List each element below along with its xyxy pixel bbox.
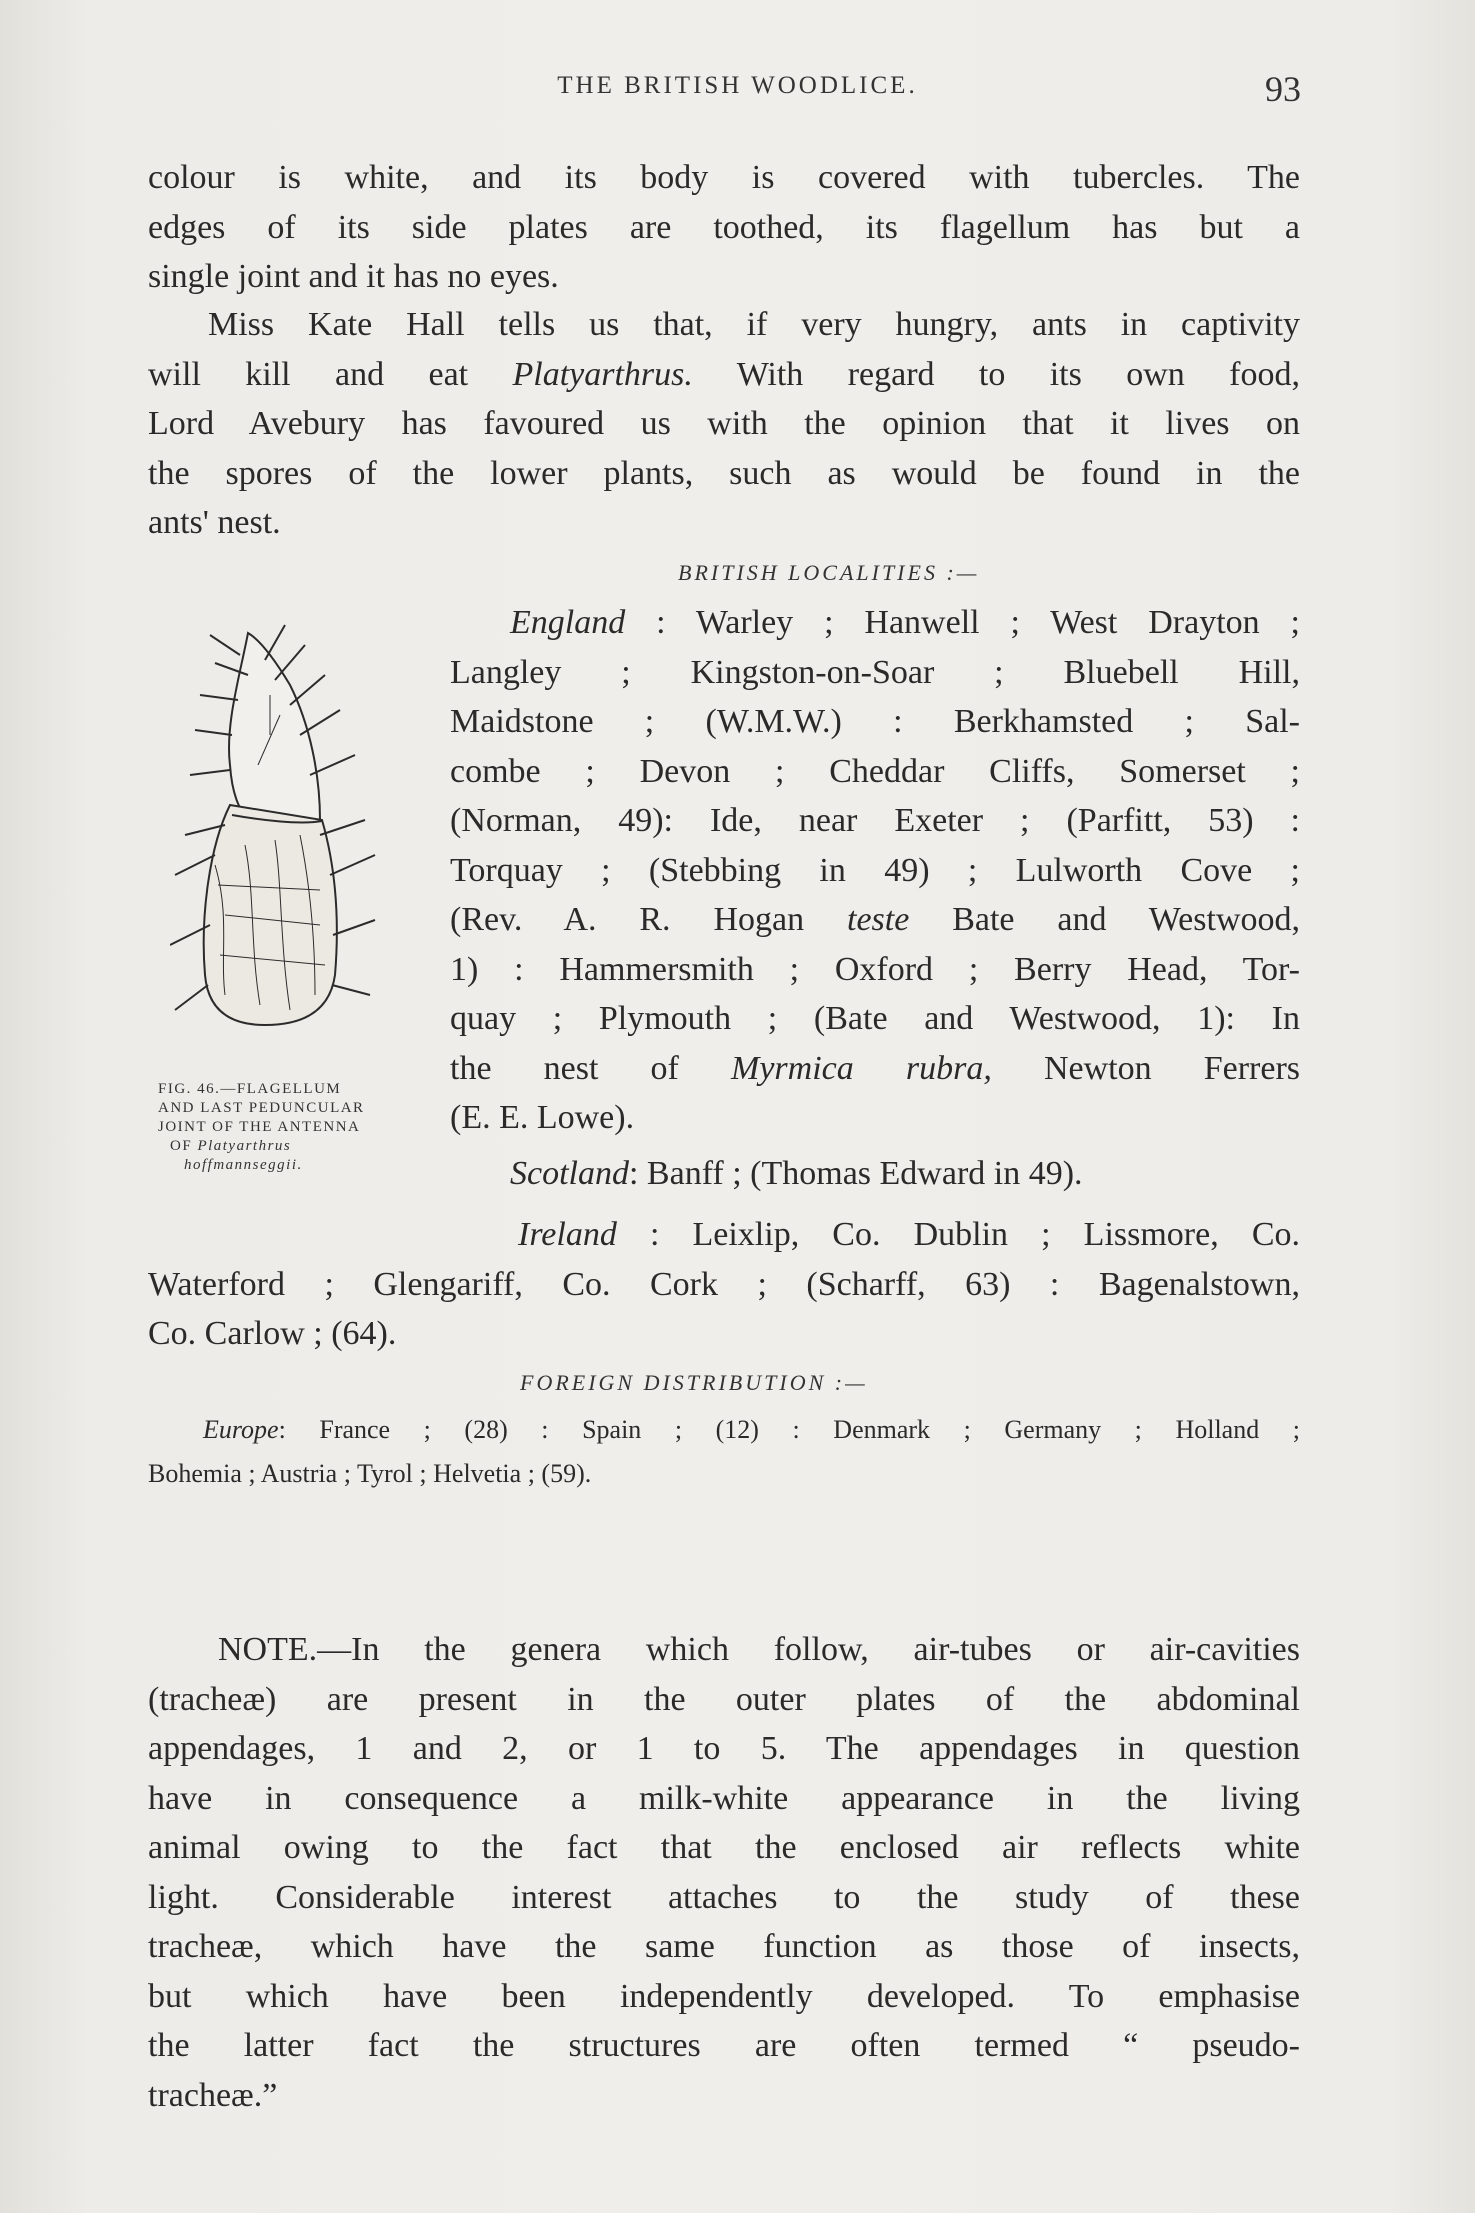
paragraph-2 (148, 300, 1300, 548)
text-line: Lord Avebury has favoured us with the opinion that it lives on (148, 405, 1300, 442)
text-run: Newton Ferrers (1043, 1049, 1301, 1087)
text-line: Co. Carlow ; (64). (148, 1315, 397, 1352)
text-line: (Norman, 49): Ide, near Exeter ; (Parfitt, 53) : (450, 802, 1300, 839)
text-line: Maidstone ; (W.M.W.) : Berkhamsted ; Sal- (450, 703, 1300, 740)
text-line: edges of its side plates are toothed, its flagellum has but a (148, 208, 1300, 246)
text-line: colour is white, and its body is covered with tubercles. The (148, 159, 1300, 196)
text-line: tracheæ.” (148, 2076, 278, 2114)
text-line: but which have been independently developed. To emphasise (148, 1977, 1300, 2015)
text-line: quay ; Plymouth ; (Bate and Westwood, 1): In (450, 1000, 1300, 1037)
antenna-illustration (170, 615, 400, 1045)
foreign-distribution (148, 1408, 1300, 1496)
genus-name: Platyarthrus (197, 1138, 292, 1154)
text-run: OF (170, 1138, 193, 1154)
text-run: : Leixlip, Co. Dublin ; Lissmore, Co. (649, 1216, 1300, 1253)
region-label-ireland: Ireland (518, 1216, 617, 1253)
text-run: : Warley ; Hanwell ; West Drayton ; (656, 604, 1301, 641)
text-line: light. Considerable interest attaches to the study of these (148, 1878, 1300, 1916)
text-line: Langley ; Kingston-on-Soar ; Bluebell Hill, (450, 653, 1300, 691)
caption-line: JOINT OF THE ANTENNA (158, 1119, 361, 1135)
antenna-figure (170, 615, 400, 1045)
region-label-europe: Europe (203, 1415, 279, 1444)
text-line: single joint and it has no eyes. (148, 258, 559, 295)
text-line: the spores of the lower plants, such as would be found in the (148, 454, 1300, 492)
text-line: the latter fact the structures are often termed “ pseudo- (148, 2027, 1300, 2064)
text-line (148, 1210, 1300, 1260)
page-number: 93 (1265, 69, 1301, 109)
text-line: 1) : Hammersmith ; Oxford ; Berry Head, Tor- (450, 950, 1300, 988)
text-line (148, 1408, 1300, 1452)
caption-line: hoffmannseggii. (184, 1157, 303, 1173)
figure-caption (158, 1080, 428, 1175)
note-paragraph (148, 1625, 1300, 2120)
text-line: tracheæ, which have the same function as those of insects, (148, 1928, 1300, 1965)
text-line (450, 598, 1300, 648)
text-run: : Banff ; (Thomas Edward in 49). (628, 1154, 1083, 1192)
text-line (450, 895, 1300, 945)
running-header (0, 72, 1475, 100)
text-line: have in consequence a milk-white appearance in the living (148, 1779, 1300, 1817)
text-line: Bohemia ; Austria ; Tyrol ; Helvetia ; (59). (148, 1459, 592, 1488)
text-line: (E. E. Lowe). (450, 1099, 635, 1136)
text-line: Miss Kate Hall tells us that, if very hungry, ants in captivity (208, 306, 1300, 343)
species-name: Myrmica rubra, (731, 1049, 992, 1087)
text-run: : France ; (28) : Spain ; (12) : Denmark ; Germany ; Holland ; (278, 1415, 1300, 1444)
text-run: will kill and eat (148, 355, 469, 393)
england-localities (450, 598, 1300, 1198)
british-localities-heading: BRITISH LOCALITIES :— (678, 560, 980, 585)
text-line: ants' nest. (148, 504, 281, 541)
text-line: animal owing to the fact that the enclosed air reflects white (148, 1829, 1300, 1866)
scotland-line (450, 1149, 1300, 1199)
text-line: (tracheæ) are present in the outer plates of the abdominal (148, 1680, 1300, 1718)
text-line (450, 1044, 1300, 1094)
ireland-localities (148, 1210, 1300, 1359)
text-run: (Rev. A. R. Hogan (450, 901, 805, 938)
latin-term: teste (847, 901, 910, 938)
text-line: Waterford ; Glengariff, Co. Cork ; (Scharff, 63) : Bagenalstown, (148, 1265, 1300, 1303)
region-label-scotland: Scotland (510, 1154, 629, 1192)
genus-name: Platyarthrus. (512, 355, 693, 393)
caption-line: FIG. 46.—FLAGELLUM (158, 1081, 342, 1097)
text-line: appendages, 1 and 2, or 1 to 5. The appendages in question (148, 1730, 1300, 1767)
text-run: Bate and Westwood, (952, 901, 1300, 938)
foreign-distribution-heading: FOREIGN DISTRIBUTION :— (520, 1370, 868, 1395)
text-line: Torquay ; (Stebbing in 49) ; Lulworth Cove ; (450, 851, 1300, 889)
text-line: combe ; Devon ; Cheddar Cliffs, Somerset ; (450, 752, 1300, 790)
paragraph-1 (148, 153, 1300, 302)
region-label-england: England (510, 604, 626, 641)
text-run: With regard to its own food, (736, 355, 1301, 393)
text-line (148, 350, 1300, 400)
text-run: the nest of (450, 1049, 679, 1087)
running-title: THE BRITISH WOODLICE. (557, 72, 918, 99)
caption-line (158, 1137, 428, 1156)
text-line: NOTE.—In the genera which follow, air-tubes or air-cavities (218, 1631, 1300, 1668)
caption-line: AND LAST PEDUNCULAR (158, 1100, 365, 1116)
